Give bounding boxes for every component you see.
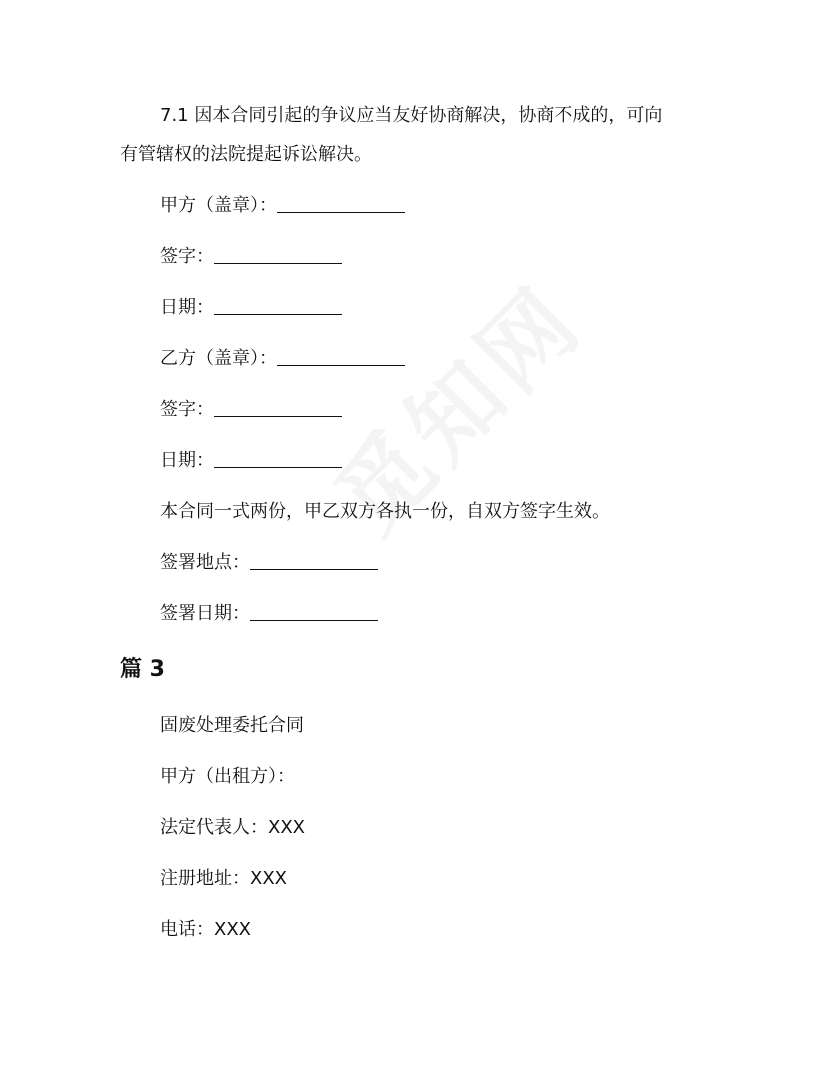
clause-7-1-line2: 有管辖权的法院提起诉讼解决。	[120, 144, 372, 165]
party-b-seal-blank[interactable]	[277, 347, 405, 366]
signature-2-row	[160, 398, 342, 422]
signing-date-row	[160, 602, 378, 626]
signing-place-row	[160, 551, 378, 575]
date-2-row	[160, 449, 342, 473]
signing-date-label: 签署日期：	[160, 603, 250, 624]
signature-2-blank[interactable]	[214, 398, 342, 417]
signature-1-label: 签字：	[160, 246, 214, 267]
phone-line: 电话：XXX	[160, 919, 251, 940]
signing-date-blank[interactable]	[250, 602, 378, 621]
signature-1-row	[160, 245, 342, 269]
date-2-blank[interactable]	[214, 449, 342, 468]
party-a-seal-blank[interactable]	[277, 194, 405, 213]
legal-rep-line: 法定代表人：XXX	[160, 817, 305, 838]
copies-note: 本合同一式两份，甲乙双方各执一份，自双方签字生效。	[160, 501, 610, 522]
date-2-label: 日期：	[160, 450, 214, 471]
date-1-label: 日期：	[160, 297, 214, 318]
signature-2-label: 签字：	[160, 399, 214, 420]
party-b-seal-label: 乙方（盖章）：	[160, 348, 277, 369]
signature-1-blank[interactable]	[214, 245, 342, 264]
contract-title: 固废处理委托合同	[160, 715, 304, 736]
party-a-line: 甲方（出租方）：	[160, 766, 295, 787]
party-a-seal-label: 甲方（盖章）：	[160, 195, 277, 216]
date-1-blank[interactable]	[214, 296, 342, 315]
party-a-seal-row	[160, 194, 405, 218]
section-heading: 篇 3	[120, 657, 165, 682]
party-b-seal-row	[160, 347, 405, 371]
reg-address-line: 注册地址：XXX	[160, 868, 287, 889]
date-1-row	[160, 296, 342, 320]
signing-place-label: 签署地点：	[160, 552, 250, 573]
signing-place-blank[interactable]	[250, 551, 378, 570]
clause-7-1-line1: 7.1 因本合同引起的争议应当友好协商解决，协商不成的，可向	[160, 105, 663, 126]
